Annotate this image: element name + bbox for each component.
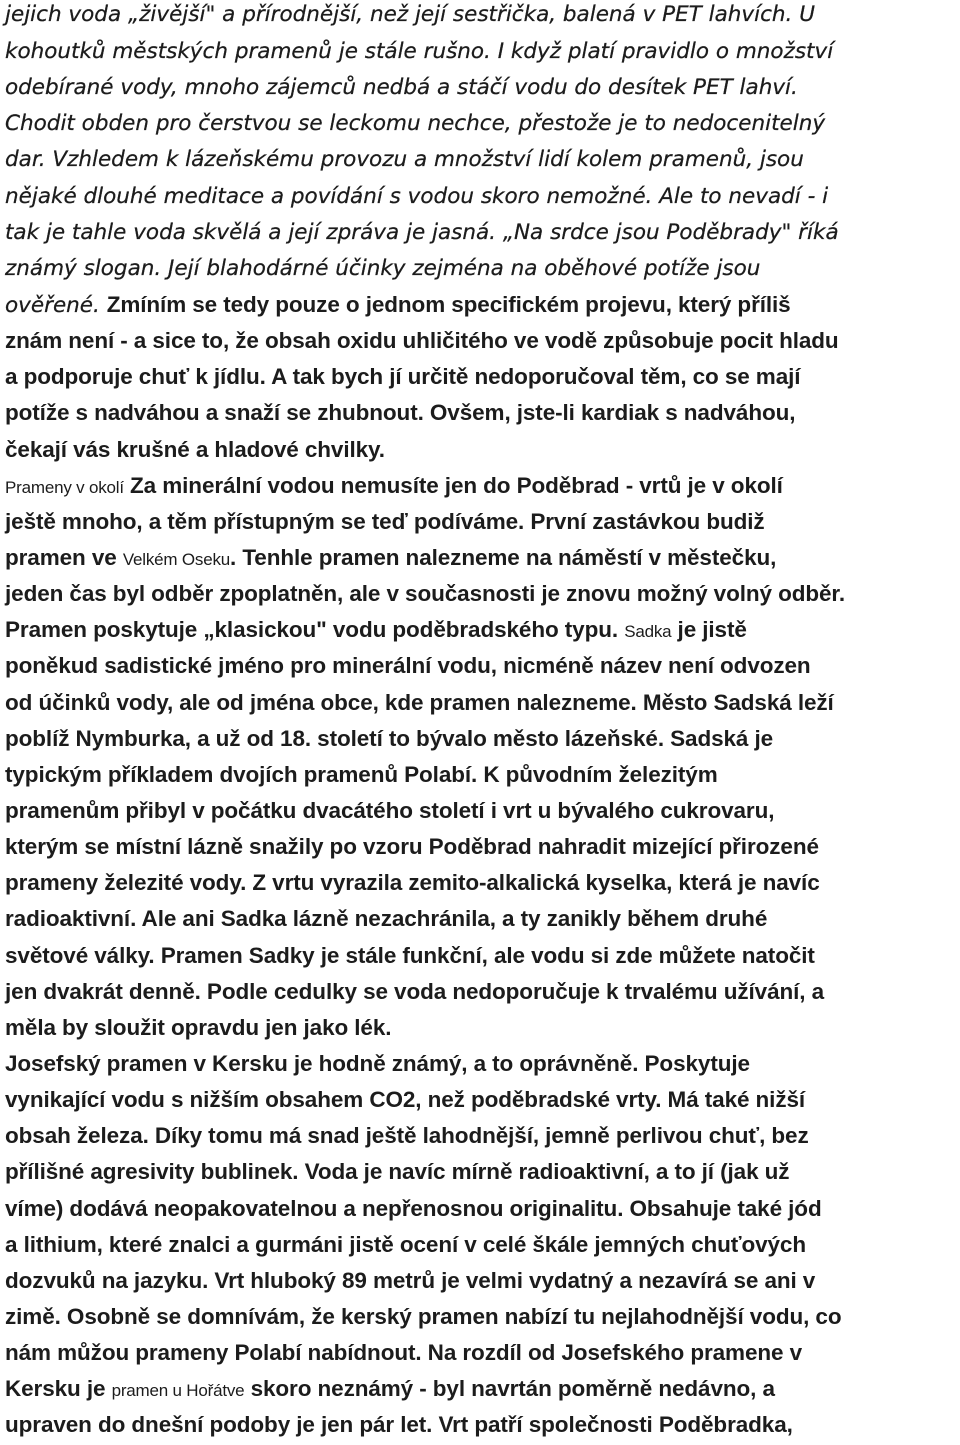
text-run: kohoutků městských pramenů je stále rušno. I když platí pravidlo o množství [5,39,834,64]
text-run: světové války. Pramen Sadky je stále funkční, ale vodu si zde můžete natočit [5,942,815,968]
text-line [5,1010,955,1046]
text-line [5,901,955,937]
text-run: víme) dodává neopakovatelnou a nepřenosnou originalitu. Obsahuje také jód [5,1195,822,1221]
text-line [5,829,955,865]
text-run: odebírané vody, mnoho zájemců nedbá a stáčí vodu do desítek PET lahví. [5,75,798,101]
text-run: známý slogan. Její blahodárné účinky zejména na oběhové potíže jsou [5,255,761,281]
text-run: a podporuje chuť k jídlu. A tak bych jí určitě nedoporučoval těm, co se mají [5,364,801,390]
text-line [5,468,955,504]
text-line [5,1118,955,1154]
text-line [5,1046,955,1082]
text-line [5,1407,955,1443]
text-run: nějaké dlouhé meditace a povídání s vodou skoro nemožné. Ale to nevadí - i [5,183,829,209]
text-line [5,1371,955,1407]
text-line [5,1154,955,1190]
text-line [5,576,955,612]
text-run: ještě mnoho, a těm přístupným se teď podíváme. První zastávkou budiž [5,508,765,534]
text-line [5,34,955,70]
text-line [5,0,955,34]
text-run: zimě. Osobně se domnívám, že kerský pramen nabízí tu nejlahodnější vodu, co [5,1303,842,1329]
text-run: ověřené. [5,292,107,318]
text-run: tak je tahle voda skvělá a její zpráva je jasná. „Na srdce jsou Poděbrady" říká [5,219,839,245]
text-run: . Tenhle pramen nalezneme na náměstí v městečku, [230,544,777,570]
text-run: Za minerální vodou nemusíte jen do Poděbrad - vrtů je v okolí [123,472,783,498]
text-run: pramen ve [5,544,123,570]
text-line [5,1263,955,1299]
text-run: dozvuků na jazyku. Vrt hluboký 89 metrů je velmi vydatný a nezavírá se ani v [5,1267,816,1293]
text-run: poblíž Nymburka, a už od 18. století to bývalo město lázeňské. Sadská je [5,725,774,751]
text-line [5,612,955,648]
text-line [5,395,955,431]
text-run: pramenům přibyl v počátku dvacátého století i vrt u bývalého cukrovaru, [5,797,775,823]
text-run: prameny železité vody. Z vrtu vyrazila zemito-alkalická kyselka, která je navíc [5,870,820,896]
inline-term: Prameny v okolí [5,477,124,497]
text-run: kterým se místní lázně snažily po vzoru Poděbrad nahradit mizející přirozené [5,834,819,860]
text-run: jejich voda „živější" a přírodnější, než její sestřička, balená v PET lahvích. U [5,2,815,27]
text-line [5,359,955,395]
text-run: měla by sloužit opravdu jen jako lék. [5,1014,392,1040]
text-run: nám můžou prameny Polabí nabídnout. Na rozdíl od Josefského pramene v [5,1340,802,1366]
text-line [5,1299,955,1335]
text-line [5,648,955,684]
inline-term: Sadka [624,622,672,642]
inline-term: Velkém Oseku [122,549,231,569]
text-line [5,106,955,142]
text-line [5,1227,955,1263]
text-line [5,504,955,540]
text-line [5,323,955,359]
text-run: vynikající vodu s nižším obsahem CO2, než poděbradské vrty. Má také nižší [5,1087,806,1113]
text-line [5,287,955,323]
text-line [5,938,955,974]
text-run: je jistě [671,617,747,643]
text-line [5,721,955,757]
text-line [5,142,955,178]
text-run: Pramen poskytuje „klasickou" vodu poděbradského typu. [5,617,625,643]
text-line [5,865,955,901]
text-line [5,179,955,215]
text-run: Chodit obden pro čerstvou se leckomu nechce, přestože je to nedocenitelný [5,111,826,137]
text-run: skoro neznámý - byl navrtán poměrně nedávno, a [244,1376,775,1402]
text-line [5,685,955,721]
text-run: typickým příkladem dvojích pramenů Polabí. K původním železitým [5,761,718,787]
text-run: upraven do dnešní podoby je jen pár let. Vrt patří společnosti Poděbradka, [5,1412,793,1438]
text-run: radioaktivní. Ale ani Sadka lázně nezachránila, a ty zanikly během druhé [5,906,768,932]
text-line [5,974,955,1010]
text-run: obsah železa. Díky tomu má snad ještě lahodnější, jemně perlivou chuť, bez [5,1123,809,1149]
document-page [5,0,955,1443]
text-run: čekají vás krušné a hladové chvilky. [5,436,385,462]
text-run: Zmíním se tedy pouze o jednom specifickém projevu, který příliš [106,291,791,317]
text-run: Josefský pramen v Kersku je hodně známý, a to oprávněně. Poskytuje [5,1050,750,1076]
text-run: a lithium, které znalci a gurmáni jistě ocení v celé škále jemných chuťových [5,1231,806,1257]
text-line [5,432,955,468]
text-line [5,70,955,106]
text-line [5,540,955,576]
inline-term: pramen u Hořátve [111,1381,245,1401]
text-line [5,793,955,829]
text-line [5,1082,955,1118]
text-line [5,251,955,287]
text-run: jeden čas byl odběr zpoplatněn, ale v současnosti je znovu možný volný odběr. [5,581,845,607]
text-run: dar. Vzhledem k lázeňskému provozu a množství lidí kolem pramenů, jsou [5,147,804,173]
text-run: od účinků vody, ale od jména obce, kde pramen nalezneme. Město Sadská leží [5,689,834,715]
text-run: Kersku je [5,1376,112,1402]
text-run: přílišné agresivity bublinek. Voda je navíc mírně radioaktivní, a to jí (jak už [5,1159,790,1185]
text-run: znám není - a sice to, že obsah oxidu uhličitého ve vodě způsobuje pocit hladu [5,328,839,354]
text-line [5,1191,955,1227]
text-run: jen dvakrát denně. Podle cedulky se voda nedoporučuje k trvalému užívání, a [5,978,825,1004]
text-run: poněkud sadistické jméno pro minerální vodu, nicméně název není odvozen [5,653,811,679]
text-line [5,757,955,793]
text-line [5,1335,955,1371]
text-run: potíže s nadváhou a snaží se zhubnout. Ovšem, jste-li kardiak s nadváhou, [5,400,796,426]
text-line [5,215,955,251]
